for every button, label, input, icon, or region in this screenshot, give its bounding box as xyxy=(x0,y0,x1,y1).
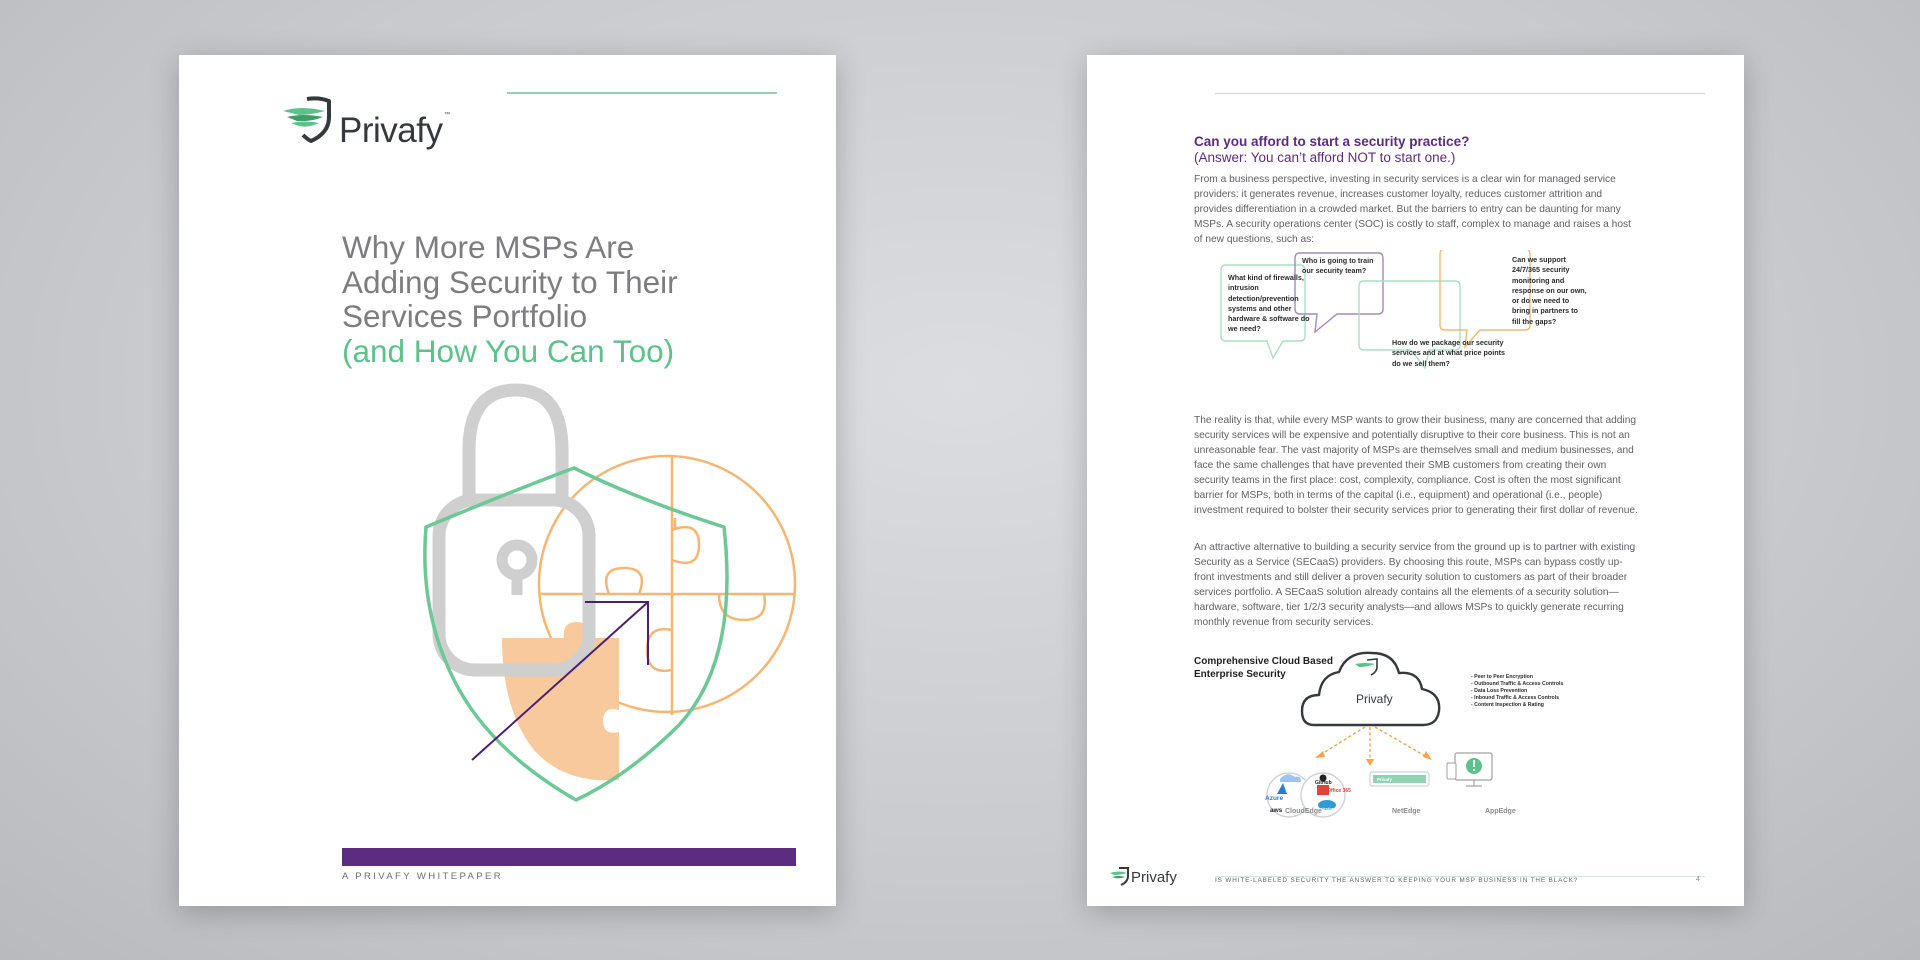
azure-label: Azure xyxy=(1265,795,1284,802)
feature-item: - Content Inspection & Rating xyxy=(1471,702,1544,708)
connector-arrows xyxy=(1320,727,1427,759)
cloud-brand-label: Privafy xyxy=(1356,692,1393,706)
cover-accent-bar xyxy=(342,848,796,866)
shield-wing-icon xyxy=(1367,659,1377,675)
aws-label: aws xyxy=(1270,807,1283,814)
shield-wing-icon xyxy=(1110,866,1132,888)
section-heading: Can you afford to start a security practice? xyxy=(1194,134,1470,149)
office-label: Office 365 xyxy=(1327,788,1351,794)
logo-trademark: ™ xyxy=(444,112,450,118)
node-label-cloudedge: CloudEdge xyxy=(1285,808,1322,815)
diagram-title-line: Enterprise Security xyxy=(1194,669,1286,680)
puzzle-piece-icon xyxy=(502,622,619,780)
feature-item: - Data Loss Prevention xyxy=(1471,688,1528,694)
salesforce-label: salesforce xyxy=(1318,806,1338,811)
feature-list xyxy=(1471,674,1563,709)
page-top-rule xyxy=(1215,93,1705,94)
feature-item: - Peer to Peer Encryption xyxy=(1471,674,1533,680)
node-label-appedge: AppEdge xyxy=(1485,808,1516,815)
node-label-netedge: NetEdge xyxy=(1392,808,1421,815)
diagram-title-line: Comprehensive Cloud Based xyxy=(1194,656,1333,667)
cover-title-accent: (and How You Can Too) xyxy=(342,332,675,369)
security-illustration xyxy=(179,380,836,805)
question-text: How do we package our security services and at what price points do we sell them? xyxy=(1392,338,1506,368)
cover-title xyxy=(342,230,782,368)
question-text: What kind of firewalls, intrusion detection/prevention systems and other hardware & software do we need? xyxy=(1228,273,1310,334)
cover-title-line: Why More MSPs Are xyxy=(342,229,635,265)
cover-title-line: Adding Security to Their xyxy=(342,263,678,300)
body-paragraph: The reality is that, while every MSP wants to grow their business, many are concerned that adding security services will be expensive and potentially disruptive to their core business. This is not an unreasonable fear. The vast majority of MSPs are themselves small and medium businesses, and face the same challenges that have prevented their SMB customers from creating their own security teams in the first place: cost, complexity, compliance. Cost is often the most significant barrier for MSPs, both in terms of the capital (i.e., equipment) and operational (i.e., people) investment required to bolster their security services prior to generating their first dollar of revenue. xyxy=(1194,415,1638,516)
question-text: Can we support 24/7/365 security monitoring and response on our own, or do we need to bring in partners to fill the gaps? xyxy=(1512,255,1587,326)
cover-footer-label: A PRIVAFY WHITEPAPER xyxy=(342,871,503,882)
netedge-brand-label: Privafy xyxy=(1377,777,1393,782)
footer-wordmark: Privafy xyxy=(1131,869,1177,886)
cover-top-rule xyxy=(507,92,777,94)
feature-item: - Inbound Traffic & Access Controls xyxy=(1471,695,1560,701)
logo-wordmark: Privafy xyxy=(339,111,443,150)
body-paragraph: From a business perspective, investing in security services is a clear win for managed service providers: it generates revenue, increases customer loyalty, reduces customer attrition and provides differentiation in a crowded market. But the barriers to entry can be daunting for many MSPs. A security operations center (SOC) is costly to staff, complex to manage and raises a host of new questions, such as: xyxy=(1194,174,1631,245)
cover-title-line: Services Portfolio xyxy=(342,298,588,334)
cover-page xyxy=(179,55,836,906)
appedge-monitor-icon xyxy=(1447,753,1492,786)
question-text: Who is going to train our security team? xyxy=(1302,256,1374,276)
github-label: GitHub xyxy=(1315,780,1332,786)
page-number: 4 xyxy=(1696,876,1700,883)
feature-item: - Outbound Traffic & Access Controls xyxy=(1471,681,1564,687)
body-paragraph: An attractive alternative to building a security service from the ground up is to partner with existing Security as a Service (SECaaS) providers. By choosing this route, MSPs can bypass costly up-front investments and still deliver a proven security solution to customers as part of their broader services portfolio. A SECaaS solution already contains all the elements of a security solution—hardware, software, tier 1/2/3 security analysts—and allows MSPs to quickly generate recurring monthly revenue from security services. xyxy=(1194,542,1636,628)
footer-running-title: IS WHITE-LABELED SECURITY THE ANSWER TO KEEPING YOUR MSP BUSINESS IN THE BLACK? xyxy=(1215,877,1579,884)
section-subheading: (Answer: You can’t afford NOT to start one.) xyxy=(1194,150,1456,165)
privafy-logo xyxy=(281,95,461,149)
content-page xyxy=(1087,55,1744,906)
footer-logo xyxy=(1110,866,1200,890)
shield-wing-icon xyxy=(281,95,343,149)
